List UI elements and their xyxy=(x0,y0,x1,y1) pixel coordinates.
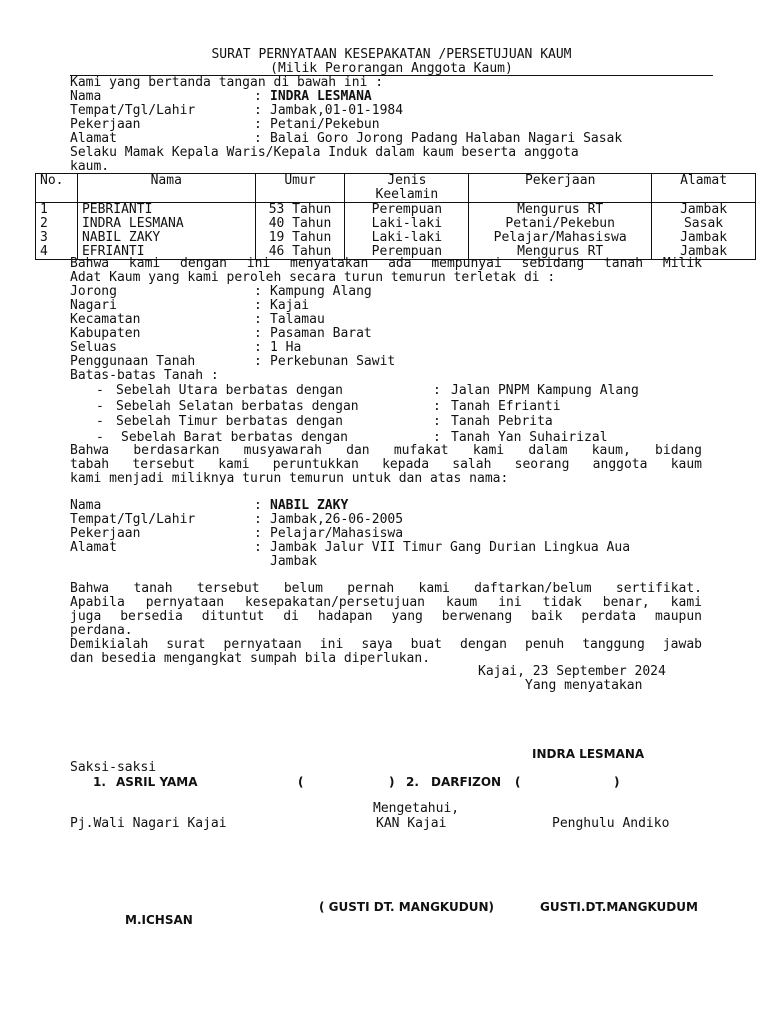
table-row xyxy=(36,231,756,245)
cell-alamat: Jambak xyxy=(652,245,756,260)
declarant-address: Balai Goro Jorong Padang Halaban Nagari Sasak xyxy=(270,131,623,146)
yang-menyatakan: Yang menyatakan xyxy=(525,678,643,693)
cell-alamat: Jambak xyxy=(652,203,756,218)
closing-paragraph xyxy=(70,582,702,666)
witness-1-name: ASRIL YAMA xyxy=(116,775,198,789)
intro-text: Kami yang bertanda tangan di bawah ini : xyxy=(70,75,384,90)
kan-signatory-name: GUSTI DT. MANGKUDUN xyxy=(328,900,489,914)
witnesses-heading: Saksi-saksi xyxy=(70,760,157,775)
table-row xyxy=(36,217,756,231)
cell-no: 4 xyxy=(36,245,78,260)
kecamatan-value: Talamau xyxy=(270,312,325,327)
colon: : xyxy=(254,103,270,118)
th-jenis-line2: Keelamin xyxy=(375,187,439,202)
border-south-value: Tanah Efrianti xyxy=(451,399,561,414)
closing-line: Bahwa tanah tersebut belum pernah kami daftarkan/belum sertifikat. xyxy=(70,581,702,596)
document-title: SURAT PERNYATAAN KESEPAKATAN /PERSETUJUAN KAUM xyxy=(211,47,572,62)
jorong-label: Jorong xyxy=(70,284,117,299)
cell-umur: 46 Tahun xyxy=(255,245,345,260)
closing-line: dan besedia mengangkat sumpah bila diperlukan. xyxy=(70,651,431,666)
land-intro-paragraph xyxy=(70,257,702,285)
cell-nama: PEBRIANTI xyxy=(77,203,255,218)
border-west-value: Tanah Yan Suhairizal xyxy=(451,430,608,445)
signer-name: INDRA LESMANA xyxy=(532,747,645,761)
cell-nama: EFRIANTI xyxy=(77,245,255,260)
recipient-name-label: Nama xyxy=(70,498,102,513)
border-south-label: Sebelah Selatan berbatas dengan xyxy=(116,399,359,414)
signature-bracket: ( xyxy=(515,775,521,789)
colon: : xyxy=(254,340,270,355)
bullet: - xyxy=(96,414,112,429)
th-pekerjaan: Pekerjaan xyxy=(469,174,652,203)
kecamatan-label: Kecamatan xyxy=(70,312,141,327)
declarant-ttl-label: Tempat/Tgl/Lahir xyxy=(70,103,196,118)
th-nama: Nama xyxy=(77,174,255,203)
colon: : xyxy=(254,540,270,555)
penggunaan-label: Penggunaan Tanah xyxy=(70,354,196,369)
colon: : xyxy=(254,326,270,341)
closing-line: juga bersedia dituntut di hadapan yang berwenang baik perdata maupun xyxy=(70,609,702,624)
penghulu-signatory-name: GUSTI.DT.MANGKUDUM xyxy=(540,900,698,914)
declarant-address-label: Alamat xyxy=(70,131,117,146)
cell-pekerjaan: Pelajar/Mahasiswa xyxy=(469,231,652,245)
th-jenis-line1: Jenis xyxy=(387,173,427,188)
cell-umur: 19 Tahun xyxy=(255,231,345,245)
declarant-name-label: Nama xyxy=(70,89,102,104)
recipient-address-cont: Jambak xyxy=(270,554,317,569)
cell-no: 2 xyxy=(36,217,78,231)
role-statement-cont: kaum. xyxy=(70,159,110,174)
bullet: - xyxy=(96,383,112,398)
colon: : xyxy=(433,383,449,398)
mengetahui-label: Mengetahui, xyxy=(373,801,460,816)
declarant-name: INDRA LESMANA xyxy=(270,89,372,104)
cell-pekerjaan: Mengurus RT xyxy=(469,203,652,218)
signature-bracket: ( xyxy=(298,775,304,789)
cell-nama: INDRA LESMANA xyxy=(77,217,255,231)
kan-title: KAN Kajai xyxy=(376,816,447,831)
wali-nagari-title: Pj.Wali Nagari Kajai xyxy=(70,816,227,831)
members-table xyxy=(35,173,756,260)
cell-nama: NABIL ZAKY xyxy=(77,231,255,245)
recipient-ttl: Jambak,26-06-2005 xyxy=(270,512,404,527)
land-intro-line: Adat Kaum yang kami peroleh secara turun temurun terletak di : xyxy=(70,270,556,285)
th-alamat: Alamat xyxy=(652,174,756,203)
witness-2-name: DARFIZON xyxy=(431,775,502,789)
bullet: - xyxy=(96,430,112,445)
cell-jenis: Laki-laki xyxy=(345,231,469,245)
land-intro-line: Bahwa kami dengan ini menyatakan ada mempunyai sebidang tanah Milik xyxy=(70,256,702,271)
agreement-line: kami menjadi miliknya turun temurun untuk dan atas nama: xyxy=(70,471,509,486)
cell-no: 3 xyxy=(36,231,78,245)
seluas-value: 1 Ha xyxy=(270,340,302,355)
table-row xyxy=(36,203,756,218)
colon: : xyxy=(433,414,449,429)
th-umur: Umur xyxy=(255,174,345,203)
colon: : xyxy=(254,354,270,369)
border-east-value: Tanah Pebrita xyxy=(451,414,553,429)
recipient-job-label: Pekerjaan xyxy=(70,526,141,541)
nagari-label: Nagari xyxy=(70,298,117,313)
colon: : xyxy=(254,284,270,299)
bullet: - xyxy=(96,399,112,414)
cell-no: 1 xyxy=(36,203,78,218)
cell-alamat: Sasak xyxy=(652,217,756,231)
penggunaan-value: Perkebunan Sawit xyxy=(270,354,396,369)
border-north-value: Jalan PNPM Kampung Alang xyxy=(451,383,639,398)
closing-line: Apabila pernyataan kesepakatan/persetujuan kaum ini tidak benar, kami xyxy=(70,595,702,610)
agreement-paragraph xyxy=(70,444,702,486)
recipient-name: NABIL ZAKY xyxy=(270,498,349,513)
table-header-row xyxy=(36,174,756,203)
cell-jenis: Perempuan xyxy=(345,245,469,260)
recipient-address: Jambak Jalur VII Timur Gang Durian Lingkua Aua xyxy=(270,540,631,555)
kabupaten-value: Pasaman Barat xyxy=(270,326,372,341)
document-subtitle: (Milik Perorangan Anggota Kaum) xyxy=(270,61,513,76)
colon: : xyxy=(433,430,449,445)
cell-alamat: Jambak xyxy=(652,231,756,245)
borders-heading: Batas-batas Tanah : xyxy=(70,368,219,383)
closing-line: Demikialah surat pernyataan ini saya buat dengan penuh tanggung jawab xyxy=(70,637,702,652)
recipient-ttl-label: Tempat/Tgl/Lahir xyxy=(70,512,196,527)
nagari-value: Kajai xyxy=(270,298,310,313)
border-north-label: Sebelah Utara berbatas dengan xyxy=(116,383,343,398)
signature-bracket: ) xyxy=(389,775,395,789)
penghulu-title: Penghulu Andiko xyxy=(552,816,670,831)
cell-umur: 40 Tahun xyxy=(255,217,345,231)
cell-pekerjaan: Petani/Pekebun xyxy=(469,217,652,231)
th-jenis xyxy=(345,174,469,203)
kan-signatory: ( GUSTI DT. MANGKUDUN) xyxy=(319,900,494,914)
witness-2-number: 2. xyxy=(406,775,419,789)
role-statement: Selaku Mamak Kepala Waris/Kepala Induk dalam kaum beserta anggota xyxy=(70,145,579,160)
colon: : xyxy=(254,298,270,313)
recipient-job: Pelajar/Mahasiswa xyxy=(270,526,404,541)
cell-pekerjaan: Mengurus RT xyxy=(469,245,652,260)
colon: : xyxy=(254,117,270,132)
seluas-label: Seluas xyxy=(70,340,117,355)
cell-jenis: Perempuan xyxy=(345,203,469,218)
place-date: Kajai, 23 September 2024 xyxy=(478,664,666,679)
kabupaten-label: Kabupaten xyxy=(70,326,141,341)
signature-bracket: ) xyxy=(614,775,620,789)
colon: : xyxy=(254,526,270,541)
border-west-label: Sebelah Barat berbatas dengan xyxy=(121,430,348,445)
colon: : xyxy=(254,89,270,104)
declarant-ttl: Jambak,01-01-1984 xyxy=(270,103,404,118)
colon: : xyxy=(254,512,270,527)
agreement-line: tabah tersebut kami peruntukkan kepada salah seorang anggota kaum xyxy=(70,457,702,472)
colon: : xyxy=(254,312,270,327)
closing-line: perdana. xyxy=(70,623,133,638)
recipient-address-label: Alamat xyxy=(70,540,117,555)
declarant-job: Petani/Pekebun xyxy=(270,117,380,132)
colon: : xyxy=(433,399,449,414)
cell-jenis: Laki-laki xyxy=(345,217,469,231)
colon: : xyxy=(254,131,270,146)
witness-1-number: 1. xyxy=(93,775,106,789)
colon: : xyxy=(254,498,270,513)
agreement-line: Bahwa berdasarkan musyawarah dan mufakat kami dalam kaum, bidang xyxy=(70,443,702,458)
wali-signatory-name: M.ICHSAN xyxy=(125,913,193,927)
border-east-label: Sebelah Timur berbatas dengan xyxy=(116,414,343,429)
th-no: No. xyxy=(36,174,78,203)
cell-umur: 53 Tahun xyxy=(255,203,345,218)
jorong-value: Kampung Alang xyxy=(270,284,372,299)
declarant-job-label: Pekerjaan xyxy=(70,117,141,132)
